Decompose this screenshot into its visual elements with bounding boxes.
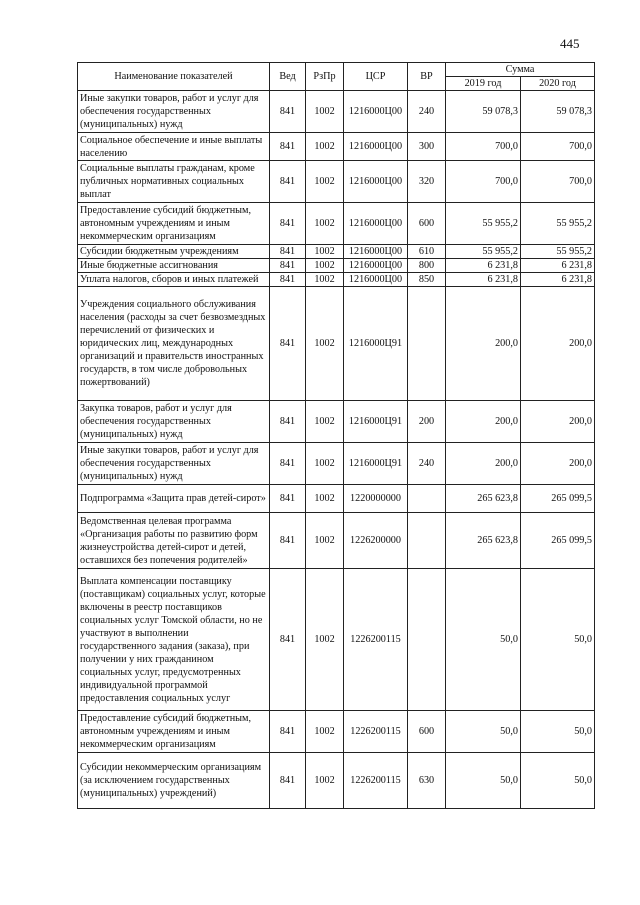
row-2020: 200,0 (521, 401, 595, 443)
row-vr: 850 (408, 273, 446, 287)
row-2020: 200,0 (521, 443, 595, 485)
row-name: Субсидии бюджетным учреждениям (78, 245, 270, 259)
row-vr (408, 513, 446, 569)
row-2020: 50,0 (521, 753, 595, 809)
row-csr: 1216000Ц91 (344, 401, 408, 443)
row-2020: 700,0 (521, 161, 595, 203)
row-ved: 841 (270, 569, 306, 711)
row-2020: 265 099,5 (521, 485, 595, 513)
row-rzpr: 1002 (306, 753, 344, 809)
row-2020: 700,0 (521, 133, 595, 161)
table-row (78, 443, 595, 485)
row-vr: 300 (408, 133, 446, 161)
row-vr (408, 485, 446, 513)
row-name: Иные бюджетные ассигнования (78, 259, 270, 273)
row-vr: 240 (408, 91, 446, 133)
row-rzpr: 1002 (306, 287, 344, 401)
row-ved: 841 (270, 203, 306, 245)
row-ved: 841 (270, 287, 306, 401)
row-csr: 1216000Ц00 (344, 245, 408, 259)
row-rzpr: 1002 (306, 485, 344, 513)
row-2019: 700,0 (446, 161, 521, 203)
row-rzpr: 1002 (306, 133, 344, 161)
row-vr: 200 (408, 401, 446, 443)
row-name: Предоставление субсидий бюджетным, автономным учреждениям и иным некоммерческим организациям (78, 711, 270, 753)
row-rzpr: 1002 (306, 401, 344, 443)
table-row (78, 259, 595, 273)
row-vr (408, 287, 446, 401)
row-rzpr: 1002 (306, 245, 344, 259)
row-ved: 841 (270, 513, 306, 569)
row-2019: 59 078,3 (446, 91, 521, 133)
table-row (78, 91, 595, 133)
row-2019: 55 955,2 (446, 203, 521, 245)
row-ved: 841 (270, 443, 306, 485)
table-row (78, 245, 595, 259)
row-2019: 50,0 (446, 711, 521, 753)
row-2019: 200,0 (446, 287, 521, 401)
row-2019: 50,0 (446, 753, 521, 809)
header-csr: ЦСР (344, 63, 408, 91)
table-row (78, 161, 595, 203)
table-row (78, 711, 595, 753)
row-csr: 1216000Ц00 (344, 203, 408, 245)
row-ved: 841 (270, 273, 306, 287)
row-ved: 841 (270, 91, 306, 133)
row-name: Выплата компенсации поставщику (поставщикам) социальных услуг, которые включены в реестр поставщиков социальных услуг Томской области, но не участвуют в выполнении государственного задания (заказа), при получении у них гражданином социальных услуг, предусмотренных индивидуальной программой предоставления социальных услуг (78, 569, 270, 711)
page-number: 445 (560, 36, 580, 51)
row-2020: 59 078,3 (521, 91, 595, 133)
row-vr (408, 569, 446, 711)
row-rzpr: 1002 (306, 161, 344, 203)
row-ved: 841 (270, 161, 306, 203)
row-name: Учреждения социального обслуживания населения (расходы за счет безвозмездных перечислений от физических и юридических лиц, международных организаций и правительств иностранных государств, в том числе добровольных пожертвований) (78, 287, 270, 401)
row-rzpr: 1002 (306, 203, 344, 245)
row-ved: 841 (270, 259, 306, 273)
row-ved: 841 (270, 711, 306, 753)
row-ved: 841 (270, 485, 306, 513)
row-2019: 50,0 (446, 569, 521, 711)
row-2019: 700,0 (446, 133, 521, 161)
row-2019: 55 955,2 (446, 245, 521, 259)
row-name: Социальные выплаты гражданам, кроме публичных нормативных социальных выплат (78, 161, 270, 203)
row-rzpr: 1002 (306, 513, 344, 569)
row-csr: 1216000Ц00 (344, 259, 408, 273)
table-row (78, 287, 595, 401)
row-vr: 320 (408, 161, 446, 203)
row-rzpr: 1002 (306, 443, 344, 485)
row-vr: 600 (408, 203, 446, 245)
row-2019: 6 231,8 (446, 259, 521, 273)
row-rzpr: 1002 (306, 259, 344, 273)
row-name: Субсидии некоммерческим организациям (за исключением государственных (муниципальных) учреждений) (78, 753, 270, 809)
row-2019: 6 231,8 (446, 273, 521, 287)
row-vr: 630 (408, 753, 446, 809)
row-name: Уплата налогов, сборов и иных платежей (78, 273, 270, 287)
row-rzpr: 1002 (306, 711, 344, 753)
row-csr: 1226200115 (344, 569, 408, 711)
row-name: Социальное обеспечение и иные выплаты населению (78, 133, 270, 161)
header-2019: 2019 год (446, 77, 521, 91)
row-ved: 841 (270, 753, 306, 809)
row-csr: 1216000Ц00 (344, 133, 408, 161)
row-name: Подпрограмма «Защита прав детей-сирот» (78, 485, 270, 513)
header-2020: 2020 год (521, 77, 595, 91)
row-2020: 6 231,8 (521, 259, 595, 273)
table-row (78, 133, 595, 161)
row-csr: 1216000Ц00 (344, 161, 408, 203)
table-row (78, 485, 595, 513)
row-csr: 1216000Ц91 (344, 443, 408, 485)
header-rzpr: РзПр (306, 63, 344, 91)
row-csr: 1226200115 (344, 711, 408, 753)
table-row (78, 203, 595, 245)
table-row (78, 513, 595, 569)
row-2020: 200,0 (521, 287, 595, 401)
row-ved: 841 (270, 245, 306, 259)
row-csr: 1220000000 (344, 485, 408, 513)
row-csr: 1216000Ц00 (344, 91, 408, 133)
table-row (78, 273, 595, 287)
row-2019: 200,0 (446, 443, 521, 485)
table-row (78, 569, 595, 711)
row-name: Предоставление субсидий бюджетным, автономным учреждениям и иным некоммерческим организациям (78, 203, 270, 245)
row-2020: 6 231,8 (521, 273, 595, 287)
row-ved: 841 (270, 401, 306, 443)
row-2020: 265 099,5 (521, 513, 595, 569)
row-name: Иные закупки товаров, работ и услуг для обеспечения государственных (муниципальных) нужд (78, 91, 270, 133)
row-name: Закупка товаров, работ и услуг для обеспечения государственных (муниципальных) нужд (78, 401, 270, 443)
row-name: Иные закупки товаров, работ и услуг для обеспечения государственных (муниципальных) нужд (78, 443, 270, 485)
row-2020: 55 955,2 (521, 245, 595, 259)
budget-table (77, 62, 595, 809)
row-csr: 1226200000 (344, 513, 408, 569)
row-rzpr: 1002 (306, 91, 344, 133)
table-row (78, 401, 595, 443)
row-2019: 265 623,8 (446, 513, 521, 569)
header-ved: Вед (270, 63, 306, 91)
row-vr: 240 (408, 443, 446, 485)
row-2019: 265 623,8 (446, 485, 521, 513)
row-csr: 1216000Ц91 (344, 287, 408, 401)
header-name: Наименование показателей (78, 63, 270, 91)
table-row (78, 753, 595, 809)
row-ved: 841 (270, 133, 306, 161)
row-name: Ведомственная целевая программа «Организация работы по развитию форм жизнеустройства детей-сирот и детей, оставшихся без попечения родителей» (78, 513, 270, 569)
row-2020: 50,0 (521, 569, 595, 711)
header-vr: ВР (408, 63, 446, 91)
row-2020: 50,0 (521, 711, 595, 753)
header-sum: Сумма (446, 63, 595, 77)
row-2020: 55 955,2 (521, 203, 595, 245)
row-csr: 1216000Ц00 (344, 273, 408, 287)
row-vr: 800 (408, 259, 446, 273)
row-2019: 200,0 (446, 401, 521, 443)
row-csr: 1226200115 (344, 753, 408, 809)
row-vr: 610 (408, 245, 446, 259)
row-rzpr: 1002 (306, 273, 344, 287)
row-rzpr: 1002 (306, 569, 344, 711)
row-vr: 600 (408, 711, 446, 753)
